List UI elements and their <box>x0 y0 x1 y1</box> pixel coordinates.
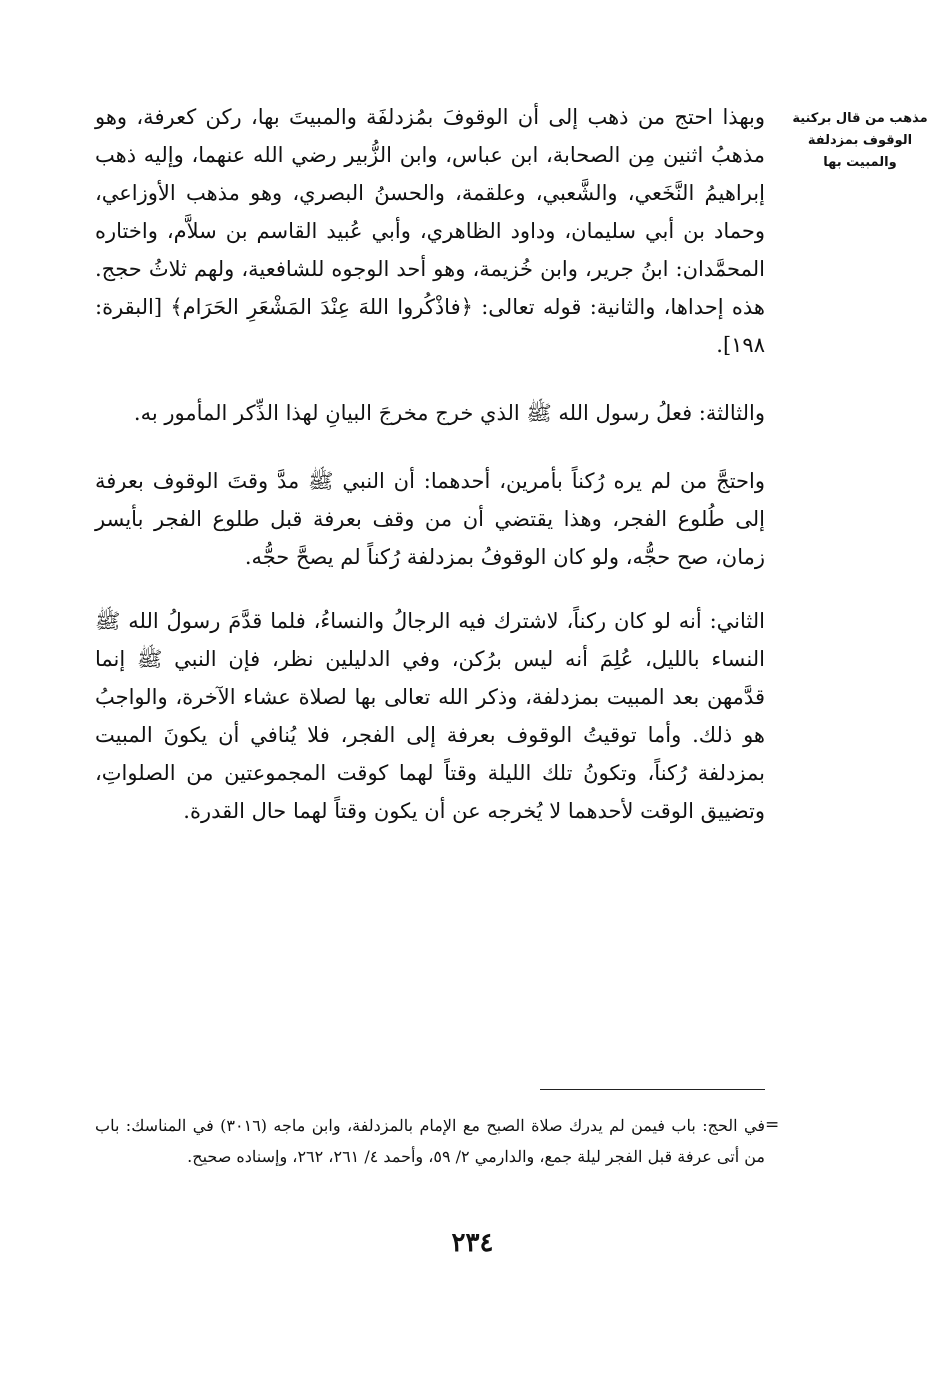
main-text <box>95 98 765 830</box>
footnote-divider <box>540 1089 765 1090</box>
footnote-continuation-marker: = <box>765 1115 780 1135</box>
margin-note: مذهب من قال بركنية الوقوف بمزدلفة والمبيت بها <box>792 111 928 170</box>
paragraph-1: وبهذا احتج من ذهب إلى أن الوقوفَ بمُزدلفَة والمبيتَ بها، ركن كعرفة، وهو مذهبُ اثنين مِن الصحابة، ابن عباس، وابن الزُّبير رضي الله عنهما، وإليه ذهب إبراهيمُ النَّخَعي، والشَّعبي، وعلقمة، والحسنُ البصري، وهو مذهب الأوزاعي، وحماد بن أبي سليمان، وداود الظاهري، وأبي عُبيد القاسم بن سلاَّم، واختاره المحمَّدان: ابنُ جرير، وابن خُزيمة، وهو أحد الوجوه للشافعية، ولهم ثلاثُ حجج. هذه إحداها، والثانية: قوله تعالى: ﴿فاذْكُروا اللهَ عِنْدَ المَشْعَرِ الحَرَام﴾ [البقرة: ١٩٨]. <box>95 105 765 357</box>
page-number: ٢٣٤ <box>451 1228 494 1258</box>
footnote: في الحج: باب فيمن لم يدرك صلاة الصبح مع الإمام بالمزدلفة، وابن ماجه (٣٠١٦) في المناسك: باب من أتى عرفة قبل الفجر ليلة جمع، والدارمي ٢/ ٥٩، وأحمد ٤/ ٢٦١، ٢٦٢، وإسناده صحيح. <box>95 1116 765 1166</box>
paragraph-3: واحتجَّ من لم يره رُكناً بأمرين، أحدهما: أن النبي ﷺ مدَّ وقتَ الوقوف بعرفة إلى طُلوع الفجر، وهذا يقتضي أن من وقف بعرفة قبل طلوع الفجر بأيسر زمان، صح حجُّه، ولو كان الوقوفُ بمزدلفة رُكناً لم يصحَّ حجُّه. <box>95 469 765 569</box>
paragraph-2: والثالثة: فعلُ رسول الله ﷺ الذي خرج مخرجَ البيانِ لهذا الذِّكر المأمور به. <box>133 401 765 425</box>
paragraph-4: الثاني: أنه لو كان ركناً، لاشترك فيه الرجالُ والنساءُ، فلما قدَّمَ رسولُ الله ﷺ النساء بالليل، عُلِمَ أنه ليس برُكن، وفي الدليلين نظر، فإن النبي ﷺ إنما قدَّمهن بعد المبيت بمزدلفة، وذكر الله تعالى بها لصلاة عشاء الآخرة، والواجبُ هو ذلك. وأما توقيتُ الوقوف بعرفة إلى الفجر، فلا يُنافي أن يكونَ المبيت بمزدلفة رُكناً، وتكونُ تلك الليلة وقتاً لهما كوقت المجموعتين من الصلواتِ، وتضييق الوقت لأحدهما لا يُخرجه عن أن يكون وقتاً لهما حال القدرة. <box>95 609 765 823</box>
